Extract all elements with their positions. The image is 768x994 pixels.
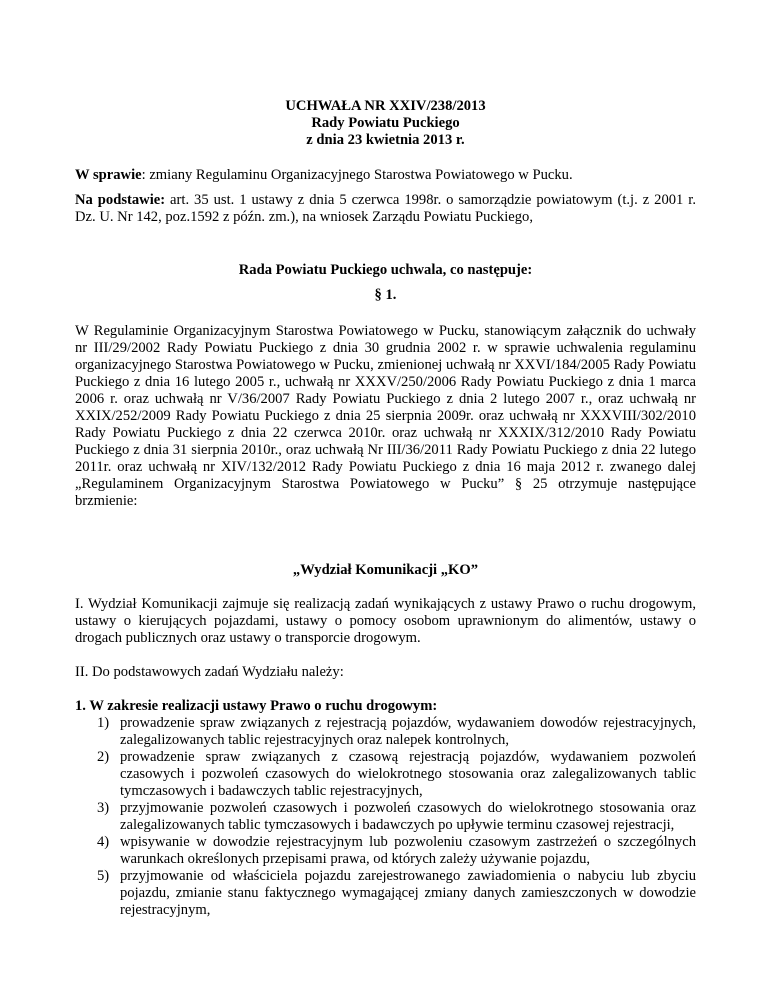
list-item-number: 5)	[97, 868, 110, 884]
list-item	[75, 800, 696, 834]
list-item-number: 2)	[97, 749, 110, 765]
point-two: II. Do podstawowych zadań Wydziału należy:	[75, 664, 344, 680]
legal-basis-paragraph	[75, 192, 696, 226]
department-title: „Wydział Komunikacji „KO”	[292, 562, 479, 578]
resolution-council: Rady Powiatu Puckiego	[311, 115, 460, 131]
document-content	[75, 98, 696, 919]
legal-basis-text: art. 35 ust. 1 ustawy z dnia 5 czerwca 1998r. o samorządzie powiatowym (t.j. z 2001 r. Dz. U. Nr 142, poz.1592 z późn. zm.), na wniosek Zarządu Powiatu Puckiego,	[75, 192, 696, 225]
list-item-text: prowadzenie spraw związanych z rejestracją pojazdów, wydawaniem dowodów rejestracyjnych, zalegalizowanych tablic rejestracyjnych oraz nalepek kontrolnych,	[120, 715, 696, 748]
section-sign: § 1.	[374, 287, 397, 303]
list-item-text: prowadzenie spraw związanych z czasową rejestracją pojazdów, wydawaniem pozwoleń czasowych i pozwoleń czasowych do wielokrotnego stosowania oraz zalegalizowanych tablic tymczasowych i badawczych tablic rejestracyjnych,	[120, 749, 696, 799]
subject-paragraph	[75, 167, 696, 184]
list-item	[75, 749, 696, 800]
list-item-text: wpisywanie w dowodzie rejestracyjnym lub pozwoleniu czasowym zastrzeżeń o szczególnych warunkach określonych przepisami prawa, od których zależy używanie pojazdu,	[120, 834, 696, 867]
list-item	[75, 715, 696, 749]
list-item-number: 3)	[97, 800, 110, 816]
list-item-number: 4)	[97, 834, 110, 850]
legal-basis-label: Na podstawie:	[75, 192, 166, 208]
subsection-heading: 1. W zakresie realizacji ustawy Prawo o ruchu drogowym:	[75, 698, 438, 714]
list-item	[75, 834, 696, 868]
list-item	[75, 868, 696, 919]
main-paragraph: W Regulaminie Organizacyjnym Starostwa Powiatowego w Pucku, stanowiącym załącznik do uchwały nr III/29/2002 Rady Powiatu Puckiego z dnia 30 grudnia 2002 r. w sprawie uchwalenia regulaminu organizacyjnego Starostwa Powiatowego w Pucku, zmienionej uchwałą nr XXVI/184/2005 Rady Powiatu Puckiego z dnia 16 lutego 2005 r., uchwałą nr XXXV/250/2006 Rady Powiatu Puckiego z dnia 1 marca 2006 r. oraz uchwałą nr V/36/2007 Rady Powiatu Puckiego z dnia 2 lutego 2007 r., oraz uchwałą nr XXIX/252/2009 Rady Powiatu Puckiego z dnia 25 sierpnia 2009r. oraz uchwałą nr XXXVIII/302/2010 Rady Powiatu Puckiego z dnia 22 czerwca 2010r. oraz uchwałą nr XXXIX/312/2010 Rady Powiatu Puckiego z dnia 31 sierpnia 2010r., oraz uchwałą Nr III/36/2011 Rady Powiatu Puckiego z dnia 22 lutego 2011r. oraz uchwałą nr XIV/132/2012 Rady Powiatu Puckiego z dnia 16 maja 2012 r. zwanego dalej „Regulaminem Organizacyjnym Starostwa Powiatowego w Pucku” § 25 otrzymuje następujące brzmienie:	[75, 323, 696, 509]
list-item-text: przyjmowanie pozwoleń czasowych i pozwoleń czasowych do wielokrotnego stosowania oraz zalegalizowanych tablic tymczasowych i badawczych po upływie terminu czasowej rejestracji,	[120, 800, 696, 833]
resolution-date: z dnia 23 kwietnia 2013 r.	[306, 132, 465, 148]
resolution-header	[75, 98, 696, 149]
list-item-text: przyjmowanie od właściciela pojazdu zarejestrowanego zawiadomienia o nabyciu lub zbyciu pojazdu, zmianie stanu faktycznego wymagającej zmiany danych zamieszczonych w dowodzie rejestracyjnym,	[120, 868, 696, 918]
list-item-number: 1)	[97, 715, 110, 731]
resolves-heading: Rada Powiatu Puckiego uchwala, co następuje:	[238, 262, 533, 278]
task-list	[75, 715, 696, 919]
subject-label: W sprawie	[75, 167, 142, 183]
resolution-number: UCHWAŁA NR XXIV/238/2013	[285, 98, 486, 114]
point-one: I. Wydział Komunikacji zajmuje się realizacją zadań wynikających z ustawy Prawo o ruchu drogowym, ustawy o kierujących pojazdami, ustawy o pomocy osobom uprawnionym do alimentów, ustawy o drogach publicznych oraz ustawy o transporcie drogowym.	[75, 596, 696, 646]
subject-text: : zmiany Regulaminu Organizacyjnego Starostwa Powiatowego w Pucku.	[141, 167, 573, 183]
